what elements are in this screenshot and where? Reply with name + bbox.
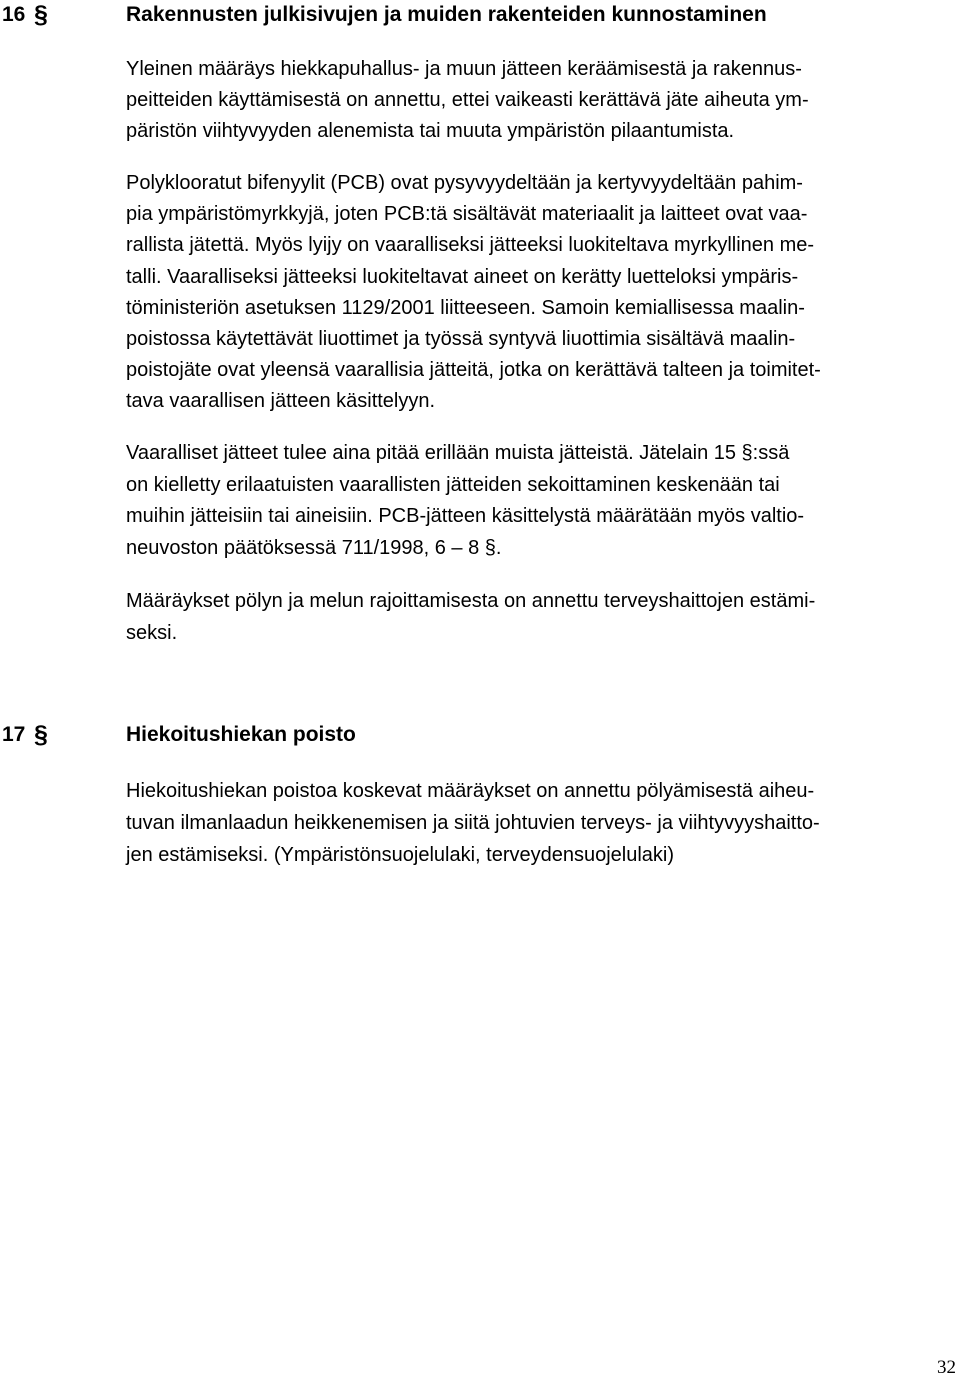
text-line: poistojäte ovat yleensä vaarallisia jätteitä, jotka on kerättävä talteen ja toimitet- xyxy=(126,359,821,382)
text-line: päristön viihtyvyyden alenemista tai muuta ympäristön pilaantumista. xyxy=(126,120,735,142)
paragraph xyxy=(126,54,932,147)
text-line: Hiekoitushiekan poistoa koskevat määräykset on annettu pölyämisestä aiheu- xyxy=(126,780,815,802)
text-line: talli. Vaaralliseksi jätteeksi luokiteltavat aineet on kerätty luetteloksi ympäris- xyxy=(126,265,799,288)
text-line: rallista jätettä. Myös lyijy on vaaralliseksi jätteeksi luokiteltava myrkyllinen me- xyxy=(126,234,815,257)
text-line: pia ympäristömyrkkyjä, joten PCB:tä sisältävät materiaalit ja laitteet ovat vaa- xyxy=(126,203,808,226)
section-title: Hiekoitushiekan poisto xyxy=(126,723,356,746)
text-line: poistossa käytettävät liuottimet ja työssä syntyvä liuottimia sisältävä maalin- xyxy=(126,328,796,351)
text-line: Määräykset pölyn ja melun rajoittamisesta on annettu terveyshaittojen estämi- xyxy=(126,590,816,612)
text-line: töministeriön asetuksen 1129/2001 liitteeseen. Samoin kemiallisessa maalin- xyxy=(126,296,805,319)
text-line: muihin jätteisiin tai aineisiin. PCB-jätteen käsittelystä määrätään myös valtio- xyxy=(126,505,805,527)
text-line: Polyklooratut bifenyylit (PCB) ovat pysyvyydeltään ja kertyvyydeltään pahim- xyxy=(126,172,803,194)
page-number: 32 xyxy=(937,1357,956,1378)
paragraph xyxy=(126,168,932,418)
text-line: seksi. xyxy=(126,622,178,644)
text-line: peitteiden käyttämisestä on annettu, ettei vaikeasti kerättävä jäte aiheuta ym- xyxy=(126,89,809,111)
text-line: tava vaarallisen jätteen käsittelyyn. xyxy=(126,390,436,413)
text-line: Vaaralliset jätteet tulee aina pitää erillään muista jätteistä. Jätelain 15 §:ssä xyxy=(126,442,790,464)
section-number: 16 xyxy=(2,3,26,26)
section-number: 17 xyxy=(2,723,26,746)
section-sign: § xyxy=(34,721,48,749)
section-sign: § xyxy=(34,1,48,29)
section-heading xyxy=(0,0,960,30)
text-line: neuvoston päätöksessä 711/1998, 6 – 8 §. xyxy=(126,536,502,559)
section-heading xyxy=(0,720,960,750)
text-line: tuvan ilmanlaadun heikkenemisen ja siitä johtuvien terveys- ja viihtyvyyshaitto- xyxy=(126,812,820,834)
paragraph xyxy=(126,585,932,649)
paragraph xyxy=(126,438,932,564)
section-title: Rakennusten julkisivujen ja muiden rakenteiden kunnostaminen xyxy=(126,3,767,26)
text-line: on kielletty erilaatuisten vaarallisten jätteiden sekoittaminen keskenään tai xyxy=(126,473,780,496)
paragraph xyxy=(126,775,932,871)
text-line: Yleinen määräys hiekkapuhallus- ja muun jätteen keräämisestä ja rakennus- xyxy=(126,58,802,80)
text-line: jen estämiseksi. (Ympäristönsuojelulaki, terveydensuojelulaki) xyxy=(126,844,675,866)
